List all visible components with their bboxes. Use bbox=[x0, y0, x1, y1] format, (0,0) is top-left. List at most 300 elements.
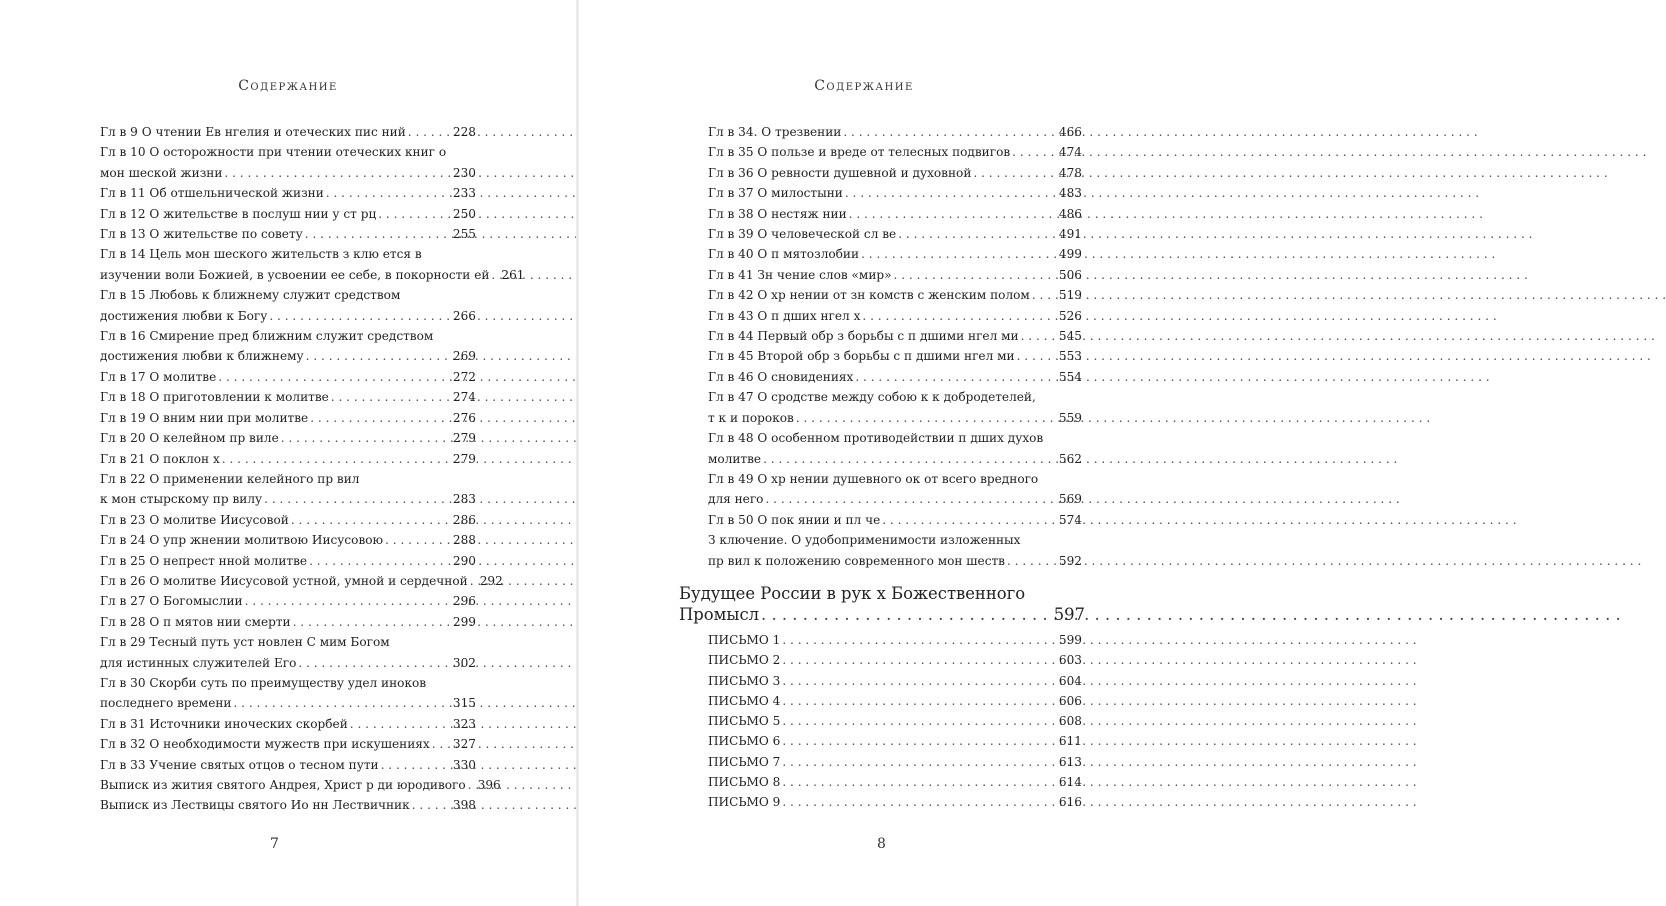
toc-entry-title: Гл в 18 О приготовлении к молитве bbox=[100, 390, 329, 405]
dot-leader bbox=[468, 775, 476, 795]
toc-line bbox=[100, 449, 476, 469]
dot-leader bbox=[491, 265, 499, 285]
toc-entry-title: последнего времени bbox=[100, 696, 232, 711]
toc-line bbox=[708, 551, 1082, 571]
dot-leader bbox=[305, 224, 451, 244]
toc-entry bbox=[100, 571, 503, 591]
toc-entry-title: Гл в 30 Скорби суть по преимуществу удел иноков bbox=[100, 675, 427, 690]
toc-entry-title: Гл в 26 О молитве Иисусовой устной, умной и сердечной bbox=[100, 573, 468, 588]
left-page-number: 7 bbox=[270, 836, 279, 852]
letter-page-number: 614 bbox=[1058, 775, 1082, 790]
toc-entry-title: Гл в 21 О поклон х bbox=[100, 451, 220, 466]
letter-title: ПИСЬМО 3 bbox=[708, 673, 781, 688]
toc-line bbox=[708, 387, 1082, 407]
dot-leader bbox=[882, 510, 1057, 530]
toc-entry-title: Гл в 32 О необходимости мужеств при искушениях bbox=[100, 737, 430, 752]
toc-line bbox=[100, 244, 476, 264]
toc-page-number: 506 bbox=[1058, 267, 1082, 282]
dot-leader bbox=[782, 691, 1057, 711]
toc-line bbox=[708, 265, 1082, 285]
letter-entry bbox=[708, 691, 1082, 711]
toc-entry bbox=[100, 142, 476, 183]
letter-title: ПИСЬМО 2 bbox=[708, 653, 781, 668]
letter-title: ПИСЬМО 5 bbox=[708, 714, 781, 729]
toc-line bbox=[708, 510, 1082, 530]
letters-list bbox=[708, 630, 1082, 813]
toc-entry bbox=[708, 224, 1082, 244]
left-page bbox=[0, 0, 576, 906]
toc-line bbox=[100, 306, 476, 326]
toc-entry-title: изучении воли Божией, в усвоении ее себе, в покорности ей bbox=[100, 267, 490, 282]
toc-page-number: 230 bbox=[452, 165, 476, 180]
toc-page-number: 315 bbox=[452, 696, 476, 711]
toc-page-number: 272 bbox=[452, 369, 476, 384]
toc-entry bbox=[100, 775, 501, 795]
toc-entry bbox=[708, 265, 1082, 285]
toc-line bbox=[100, 346, 476, 366]
toc-page-number: 323 bbox=[452, 716, 476, 731]
toc-line bbox=[708, 530, 1082, 550]
toc-page-number: 478 bbox=[1058, 165, 1082, 180]
toc-line bbox=[100, 326, 476, 346]
toc-entry bbox=[100, 591, 476, 611]
toc-page-number: 519 bbox=[1058, 288, 1082, 303]
dot-leader bbox=[350, 714, 451, 734]
toc-line bbox=[708, 306, 1082, 326]
toc-entry-title: Гл в 10 О осторожности при чтении отеческих книг о bbox=[100, 145, 447, 160]
toc-entry-title: Гл в 14 Цель мон шеского жительств з клю ется в bbox=[100, 247, 422, 262]
toc-entry bbox=[708, 204, 1082, 224]
toc-entry bbox=[708, 163, 1082, 183]
toc-entry bbox=[708, 387, 1082, 428]
toc-entry-title: т к и пороков bbox=[708, 410, 794, 425]
toc-entry-title: Гл в 37 О милостыни bbox=[708, 186, 843, 201]
toc-page-number: 228 bbox=[452, 125, 476, 139]
toc-entry bbox=[100, 469, 476, 510]
toc-page-number: 483 bbox=[1058, 186, 1082, 201]
toc-entry-title: достижения любви к Богу bbox=[100, 308, 268, 323]
toc-entry-title: мон шеской жизни bbox=[100, 165, 223, 180]
toc-entry bbox=[100, 367, 476, 387]
toc-entry-title: З ключение. О удобоприменимости изложенных bbox=[708, 533, 1021, 548]
toc-line bbox=[708, 244, 1082, 264]
toc-line bbox=[708, 691, 1082, 711]
dot-leader bbox=[331, 387, 451, 407]
dot-leader bbox=[973, 163, 1057, 183]
toc-line bbox=[100, 489, 476, 509]
letter-page-number: 606 bbox=[1058, 693, 1082, 708]
toc-entry-title: Гл в 42 О хр нении от зн комств с женским полом bbox=[708, 288, 1030, 303]
letter-page-number: 611 bbox=[1058, 734, 1082, 749]
toc-line bbox=[100, 632, 476, 652]
dot-leader bbox=[298, 653, 451, 673]
toc-page-number: 486 bbox=[1058, 206, 1082, 221]
toc-entry-title: достижения любви к ближнему bbox=[100, 349, 304, 364]
toc-line bbox=[100, 530, 476, 550]
dot-leader bbox=[269, 306, 451, 326]
toc-page-number: 330 bbox=[452, 757, 476, 772]
toc-entry-title: Гл в 39 О человеческой сл ве bbox=[708, 227, 897, 242]
toc-entry-title: Гл в 27 О Богомыслии bbox=[100, 594, 243, 609]
toc-entry bbox=[100, 673, 476, 714]
toc-page-number: 292 bbox=[479, 573, 503, 588]
toc-page-number: 592 bbox=[1058, 553, 1082, 568]
toc-entry bbox=[100, 449, 476, 469]
dot-leader bbox=[1007, 551, 1057, 571]
toc-line bbox=[708, 204, 1082, 224]
toc-entry bbox=[708, 306, 1082, 326]
toc-line bbox=[708, 428, 1082, 448]
dot-leader bbox=[845, 183, 1057, 203]
toc-entry-title: Гл в 19 О вним нии при молитве bbox=[100, 410, 309, 425]
toc-page-number: 559 bbox=[1058, 410, 1082, 425]
toc-entry bbox=[708, 183, 1082, 203]
toc-line bbox=[100, 204, 476, 224]
toc-entry-title: Гл в 43 О п дших нгел х bbox=[708, 308, 861, 323]
toc-line bbox=[708, 630, 1082, 650]
right-page-number: 8 bbox=[877, 836, 886, 852]
dot-leader bbox=[861, 244, 1057, 264]
dot-leader bbox=[306, 346, 451, 366]
toc-page-number: 491 bbox=[1058, 227, 1082, 242]
dot-leader bbox=[849, 204, 1057, 224]
toc-line bbox=[708, 752, 1082, 772]
toc-line bbox=[708, 367, 1082, 387]
letter-entry bbox=[708, 630, 1082, 650]
toc-entry bbox=[708, 122, 1082, 142]
toc-line bbox=[708, 142, 1082, 162]
toc-line bbox=[708, 326, 1082, 346]
dot-leader bbox=[408, 122, 451, 142]
toc-page-number: 290 bbox=[452, 553, 476, 568]
dot-leader bbox=[245, 591, 451, 611]
dot-leader bbox=[412, 795, 451, 815]
dot-leader bbox=[291, 510, 451, 530]
left-toc-list bbox=[100, 122, 525, 816]
toc-entry-title: Гл в 36 О ревности душевной и духовной bbox=[708, 165, 972, 180]
toc-entry-title: Гл в 23 О молитве Иисусовой bbox=[100, 512, 289, 527]
dot-leader bbox=[293, 612, 451, 632]
dot-leader bbox=[1017, 346, 1057, 366]
toc-line bbox=[100, 142, 476, 162]
right-page-header: Содержание bbox=[814, 78, 914, 94]
toc-entry-title: Гл в 34. О трезвении bbox=[708, 125, 842, 139]
dot-leader bbox=[782, 752, 1057, 772]
toc-line bbox=[100, 224, 476, 244]
toc-entry-title: Гл в 35 О пользе и вреде от телесных подвигов bbox=[708, 145, 1011, 160]
dot-leader bbox=[326, 183, 451, 203]
dot-leader bbox=[782, 650, 1057, 670]
toc-entry bbox=[100, 551, 476, 571]
dot-leader bbox=[224, 163, 450, 183]
section-heading bbox=[679, 583, 1085, 625]
toc-line bbox=[708, 449, 1082, 469]
toc-entry-title: Гл в 11 Об отшельнической жизни bbox=[100, 186, 324, 201]
toc-entry bbox=[100, 714, 476, 734]
toc-entry bbox=[708, 367, 1082, 387]
toc-page-number: 554 bbox=[1058, 369, 1082, 384]
toc-entry bbox=[100, 224, 476, 244]
dot-leader bbox=[1012, 142, 1057, 162]
toc-entry-title: Гл в 15 Любовь к ближнему служит средством bbox=[100, 288, 401, 303]
toc-line bbox=[100, 265, 525, 285]
toc-entry-title: молитве bbox=[708, 451, 762, 466]
letter-title: ПИСЬМО 4 bbox=[708, 693, 781, 708]
toc-entry-title: Гл в 24 О упр жнении молитвою Иисусовою bbox=[100, 533, 384, 548]
dot-leader bbox=[378, 204, 451, 224]
section-heading-title-end: Промысл bbox=[679, 605, 760, 624]
toc-entry bbox=[100, 734, 476, 754]
toc-line bbox=[100, 673, 476, 693]
toc-entry bbox=[100, 795, 476, 815]
right-toc-list bbox=[708, 122, 1082, 571]
toc-line bbox=[708, 469, 1082, 489]
toc-entry bbox=[100, 285, 476, 326]
dot-leader bbox=[843, 122, 1057, 142]
toc-line bbox=[100, 775, 501, 795]
toc-line bbox=[100, 510, 476, 530]
dot-leader bbox=[309, 551, 451, 571]
toc-entry bbox=[708, 510, 1082, 530]
toc-page-number: 279 bbox=[452, 431, 476, 446]
toc-entry bbox=[100, 244, 525, 285]
toc-line bbox=[708, 224, 1082, 244]
letter-title: ПИСЬМО 1 bbox=[708, 633, 781, 647]
dot-leader bbox=[222, 449, 451, 469]
toc-entry bbox=[708, 530, 1082, 571]
toc-entry-title: к мон стырскому пр вилу bbox=[100, 492, 263, 507]
dot-leader bbox=[1032, 285, 1057, 305]
letter-title: ПИСЬМО 9 bbox=[708, 795, 781, 810]
toc-line bbox=[708, 671, 1082, 691]
toc-entry-title: Гл в 20 О келейном пр виле bbox=[100, 431, 279, 446]
toc-entry-title: Гл в 13 О жительстве по совету bbox=[100, 227, 303, 242]
toc-line bbox=[100, 551, 476, 571]
dot-leader bbox=[898, 224, 1057, 244]
toc-page-number: 526 bbox=[1058, 308, 1082, 323]
section-heading-line1: Будущее России в рук х Божественного bbox=[679, 584, 1026, 603]
section-heading-line2 bbox=[679, 604, 1085, 625]
toc-entry bbox=[708, 326, 1082, 346]
toc-entry bbox=[100, 326, 476, 367]
toc-line bbox=[708, 650, 1082, 670]
toc-line bbox=[708, 731, 1082, 751]
toc-entry-title: Гл в 29 Тесный путь уст новлен С мим Богом bbox=[100, 635, 390, 650]
toc-page-number: 261 bbox=[501, 267, 525, 282]
letter-title: ПИСЬМО 8 bbox=[708, 775, 781, 790]
toc-page-number: 474 bbox=[1058, 145, 1082, 160]
toc-line bbox=[100, 591, 476, 611]
dot-leader bbox=[855, 367, 1057, 387]
letter-page-number: 608 bbox=[1058, 714, 1082, 729]
letter-title: ПИСЬМО 6 bbox=[708, 734, 781, 749]
dot-leader bbox=[761, 604, 1052, 625]
toc-line bbox=[100, 428, 476, 448]
toc-page-number: 553 bbox=[1058, 349, 1082, 364]
dot-leader bbox=[782, 630, 1057, 650]
toc-page-number: 562 bbox=[1058, 451, 1082, 466]
dot-leader bbox=[782, 772, 1057, 792]
toc-page-number: 269 bbox=[452, 349, 476, 364]
toc-entry-title: Гл в 16 Смирение пред ближним служит средством bbox=[100, 329, 434, 344]
toc-page-number: 574 bbox=[1058, 512, 1082, 527]
toc-entry bbox=[100, 612, 476, 632]
dot-leader bbox=[763, 449, 1057, 469]
toc-entry-title: Выписк из Лествицы святого Ио нн Лествичник bbox=[100, 798, 410, 813]
toc-page-number: 327 bbox=[452, 737, 476, 752]
toc-entry-title: для него bbox=[708, 492, 764, 507]
dot-leader bbox=[385, 530, 451, 550]
dot-leader bbox=[1021, 326, 1057, 346]
toc-page-number: 250 bbox=[452, 206, 476, 221]
toc-page-number: 288 bbox=[452, 533, 476, 548]
dot-leader bbox=[281, 428, 451, 448]
toc-page-number: 569 bbox=[1058, 492, 1082, 507]
toc-entry-title: Гл в 38 О нестяж нии bbox=[708, 206, 847, 221]
toc-page-number: 255 bbox=[452, 227, 476, 242]
toc-page-number: 274 bbox=[452, 390, 476, 405]
toc-line bbox=[708, 122, 1082, 142]
letter-title: ПИСЬМО 7 bbox=[708, 754, 781, 769]
toc-entry-title: Гл в 49 О хр нении душевного ок от всего вредного bbox=[708, 471, 1039, 486]
toc-entry-title: Гл в 48 О особенном противодействии п дших духов bbox=[708, 431, 1044, 446]
toc-page-number: 545 bbox=[1058, 329, 1082, 344]
toc-page-number: 286 bbox=[452, 512, 476, 527]
dot-leader bbox=[218, 367, 451, 387]
toc-page-number: 296 bbox=[452, 594, 476, 609]
dot-leader bbox=[765, 489, 1056, 509]
toc-line bbox=[708, 772, 1082, 792]
left-page-header: Содержание bbox=[238, 78, 338, 94]
dot-leader bbox=[381, 755, 451, 775]
letter-page-number: 616 bbox=[1058, 795, 1082, 810]
toc-entry-title: Гл в 17 О молитве bbox=[100, 369, 217, 384]
toc-entry bbox=[708, 244, 1082, 264]
toc-line bbox=[100, 795, 476, 815]
dot-leader bbox=[782, 711, 1057, 731]
toc-entry bbox=[100, 632, 476, 673]
toc-entry bbox=[100, 204, 476, 224]
letter-entry bbox=[708, 671, 1082, 691]
letter-entry bbox=[708, 792, 1082, 812]
toc-entry-title: Выписк из жития святого Андрея, Христ р ди юродивого bbox=[100, 778, 466, 792]
dot-leader bbox=[233, 693, 450, 713]
toc-entry-title: Гл в 28 О п мятов нии смерти bbox=[100, 614, 291, 629]
toc-entry-title: для истинных служителей Его bbox=[100, 655, 297, 670]
toc-entry bbox=[100, 122, 476, 142]
letter-entry bbox=[708, 650, 1082, 670]
toc-line bbox=[100, 408, 476, 428]
toc-entry bbox=[708, 285, 1082, 305]
toc-line bbox=[100, 755, 476, 775]
toc-entry-title: пр вил к положению современного мон шеств bbox=[708, 553, 1005, 568]
dot-leader bbox=[310, 408, 451, 428]
toc-line bbox=[100, 693, 476, 713]
toc-line bbox=[708, 183, 1082, 203]
toc-page-number: 279 bbox=[452, 451, 476, 466]
toc-entry-title: Гл в 45 Второй обр з борьбы с п дшими нгел ми bbox=[708, 349, 1015, 364]
toc-line bbox=[100, 612, 476, 632]
toc-entry bbox=[100, 183, 476, 203]
letter-page-number: 613 bbox=[1058, 754, 1082, 769]
toc-entry bbox=[100, 428, 476, 448]
dot-leader bbox=[264, 489, 451, 509]
toc-entry bbox=[708, 428, 1082, 469]
toc-line bbox=[100, 367, 476, 387]
letter-page-number: 604 bbox=[1058, 673, 1082, 688]
toc-entry bbox=[100, 530, 476, 550]
toc-entry-title: Гл в 33 Учение святых отцов о тесном пути bbox=[100, 757, 379, 772]
dot-leader bbox=[470, 571, 478, 591]
toc-entry bbox=[100, 510, 476, 530]
toc-entry-title: Гл в 31 Источники иноческих скорбей bbox=[100, 716, 348, 731]
toc-entry-title: Гл в 50 О пок янии и пл че bbox=[708, 512, 881, 527]
letter-entry bbox=[708, 731, 1082, 751]
letter-page-number: 603 bbox=[1058, 653, 1082, 668]
toc-entry bbox=[100, 387, 476, 407]
toc-page-number: 302 bbox=[452, 655, 476, 670]
toc-page-number: 276 bbox=[452, 410, 476, 425]
toc-entry-title: Гл в 12 О жительстве в послуш нии у ст рц bbox=[100, 206, 377, 221]
toc-entry bbox=[100, 408, 476, 428]
toc-line bbox=[100, 571, 503, 591]
toc-page-number: 283 bbox=[452, 492, 476, 507]
toc-line bbox=[708, 408, 1082, 428]
toc-entry bbox=[708, 469, 1082, 510]
toc-line bbox=[100, 183, 476, 203]
toc-page-number: 233 bbox=[452, 186, 476, 201]
dot-leader bbox=[782, 671, 1057, 691]
letter-entry bbox=[708, 772, 1082, 792]
toc-page-number: 499 bbox=[1058, 247, 1082, 262]
toc-entry-title: Гл в 22 О применении келейного пр вил bbox=[100, 471, 360, 486]
toc-page-number: 299 bbox=[452, 614, 476, 629]
toc-entry-title: Гл в 25 О непрест нной молитве bbox=[100, 553, 308, 568]
toc-entry bbox=[100, 755, 476, 775]
letter-entry bbox=[708, 752, 1082, 772]
toc-line bbox=[708, 489, 1082, 509]
toc-line bbox=[100, 285, 476, 305]
toc-line bbox=[708, 711, 1082, 731]
letter-entry bbox=[708, 711, 1082, 731]
toc-entry-title: Гл в 41 Зн чение слов «мир» bbox=[708, 267, 892, 282]
toc-page-number: 266 bbox=[452, 308, 476, 323]
dot-leader bbox=[432, 734, 451, 754]
toc-line bbox=[100, 653, 476, 673]
toc-line bbox=[100, 714, 476, 734]
toc-line bbox=[708, 163, 1082, 183]
toc-entry-title: Гл в 40 О п мятозлобии bbox=[708, 247, 860, 262]
dot-leader bbox=[782, 731, 1057, 751]
dot-leader bbox=[782, 792, 1057, 812]
toc-entry-title: Гл в 44 Первый обр з борьбы с п дшими нгел ми bbox=[708, 329, 1019, 344]
toc-page-number: 466 bbox=[1058, 125, 1082, 139]
dot-leader bbox=[894, 265, 1057, 285]
dot-leader bbox=[862, 306, 1057, 326]
toc-line bbox=[708, 346, 1082, 366]
toc-page-number: 396 bbox=[477, 778, 501, 792]
toc-line bbox=[100, 734, 476, 754]
letter-page-number: 599 bbox=[1058, 633, 1082, 647]
right-page bbox=[579, 0, 1149, 906]
toc-line bbox=[100, 122, 476, 142]
section-page-number: 597 bbox=[1053, 605, 1085, 624]
toc-entry-title: Гл в 46 О сновидениях bbox=[708, 369, 854, 384]
toc-page-number: 398 bbox=[452, 798, 476, 813]
dot-leader bbox=[796, 408, 1057, 428]
toc-entry bbox=[708, 142, 1082, 162]
toc-entry-title: Гл в 47 О сродстве между собою к к добродетелей, bbox=[708, 390, 1036, 405]
